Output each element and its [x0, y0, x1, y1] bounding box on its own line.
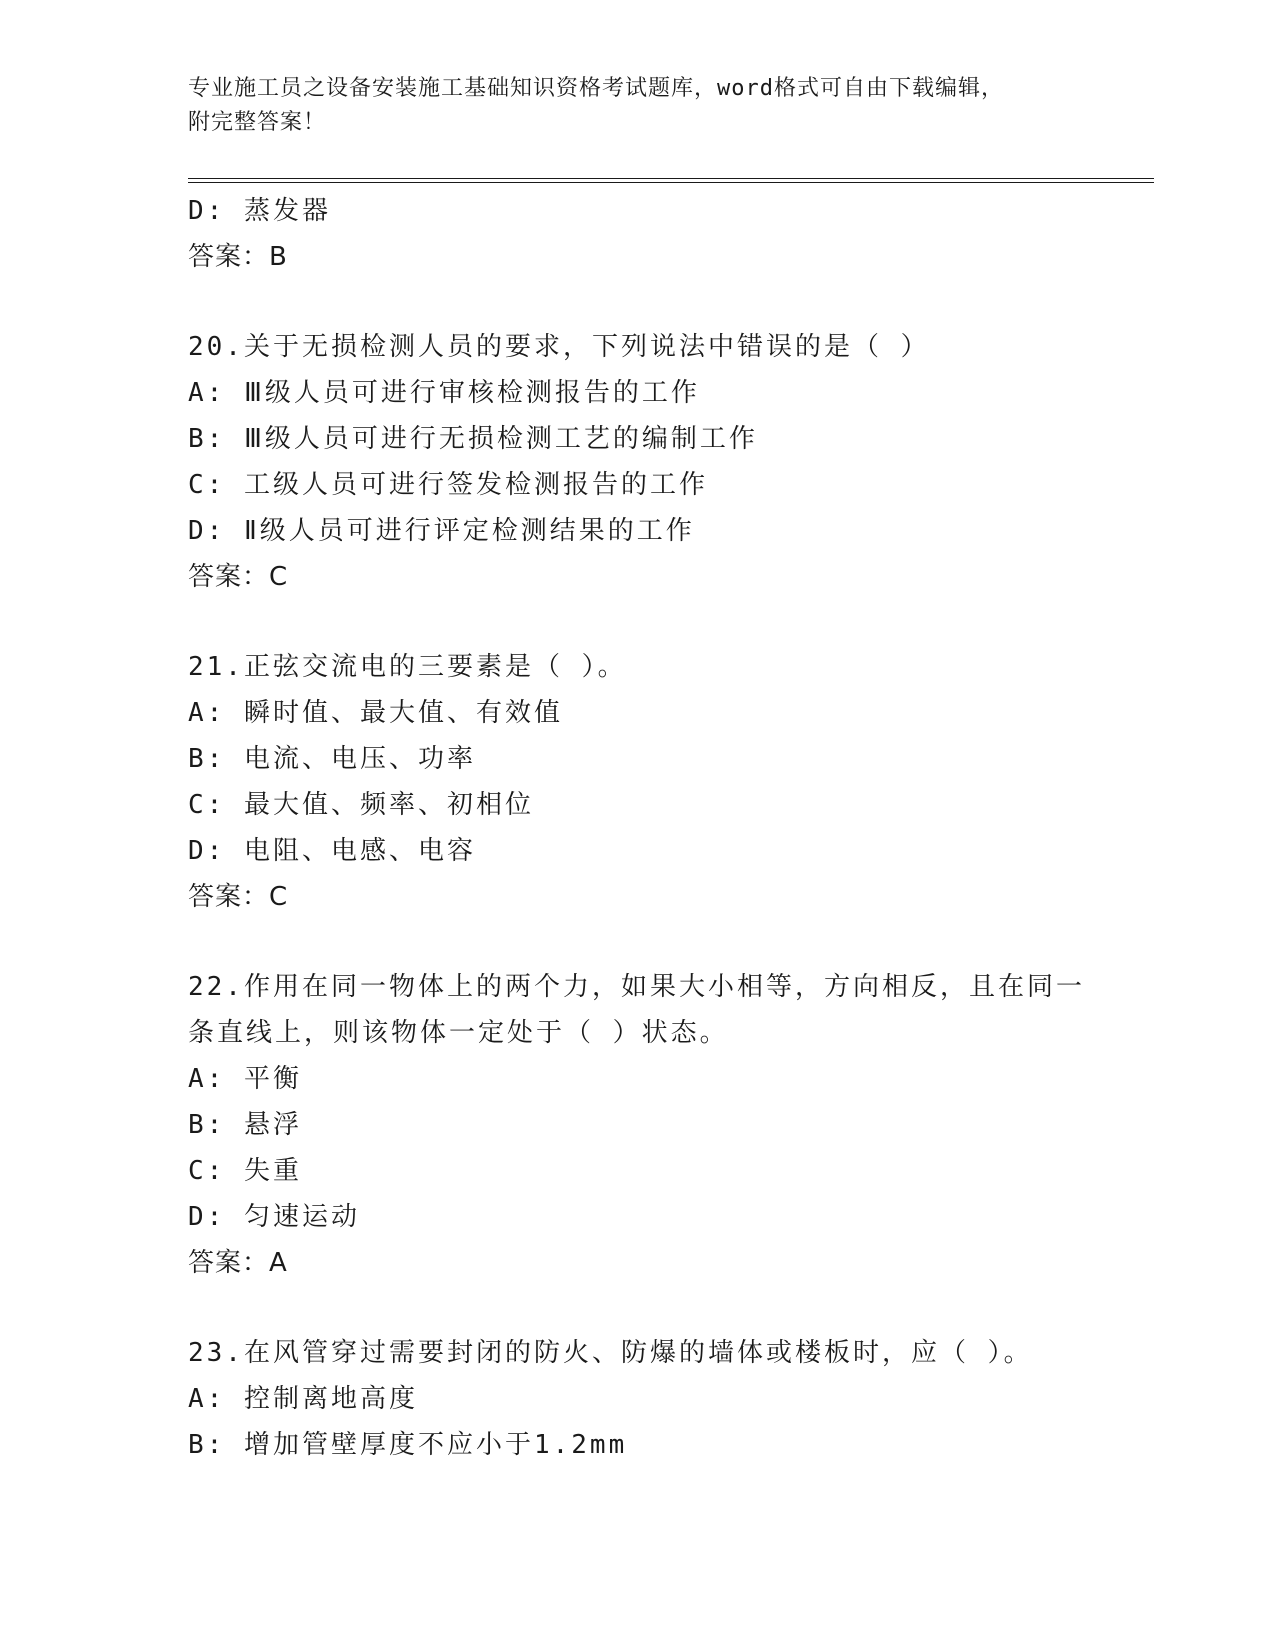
- option-a: A: Ⅲ级人员可进行审核检测报告的工作: [188, 378, 700, 408]
- header-divider-top: [188, 178, 1154, 179]
- option-c: C: 工级人员可进行签发检测报告的工作: [188, 470, 708, 500]
- question-stem: 20.关于无损检测人员的要求，下列说法中错误的是（ ）: [188, 332, 930, 362]
- answer-line: 答案：C: [188, 562, 289, 592]
- question-23: [188, 1330, 1088, 1468]
- option-c: C: 最大值、频率、初相位: [188, 790, 534, 820]
- option-b: B: 增加管壁厚度不应小于1.2mm: [188, 1430, 628, 1460]
- header-divider-bottom: [188, 182, 1154, 183]
- option-a: A: 控制离地高度: [188, 1384, 418, 1414]
- option-d: D: 蒸发器: [188, 196, 331, 226]
- option-d: D: 电阻、电感、电容: [188, 836, 476, 866]
- answer-line: 答案：A: [188, 1248, 288, 1278]
- option-a: A: 瞬时值、最大值、有效值: [188, 698, 563, 728]
- option-c: C: 失重: [188, 1156, 302, 1186]
- option-b: B: Ⅲ级人员可进行无损检测工艺的编制工作: [188, 424, 758, 454]
- question-stem-line-2: 条直线上，则该物体一定处于（ ）状态。: [188, 1018, 729, 1048]
- option-d: D: 匀速运动: [188, 1202, 360, 1232]
- header-line-1: 专业施工员之设备安装施工基础知识资格考试题库，word格式可自由下载编辑，: [188, 76, 1004, 101]
- question-20: [188, 324, 1088, 600]
- question-22: [188, 964, 1088, 1286]
- answer-line: 答案：B: [188, 242, 288, 272]
- document-header: [188, 72, 1068, 140]
- option-b: B: 悬浮: [188, 1110, 302, 1140]
- option-d: D: Ⅱ级人员可进行评定检测结果的工作: [188, 516, 695, 546]
- header-line-2: 附完整答案！: [188, 110, 327, 135]
- option-b: B: 电流、电压、功率: [188, 744, 476, 774]
- question-19-tail: [188, 188, 1088, 280]
- option-a: A: 平衡: [188, 1064, 302, 1094]
- question-list: [188, 188, 1088, 1468]
- question-stem: 23.在风管穿过需要封闭的防火、防爆的墙体或楼板时，应（ ）。: [188, 1338, 1033, 1368]
- answer-line: 答案：C: [188, 882, 289, 912]
- question-stem: 21.正弦交流电的三要素是（ ）。: [188, 652, 627, 682]
- question-stem-line-1: 22.作用在同一物体上的两个力，如果大小相等，方向相反，且在同一: [188, 972, 1085, 1002]
- question-21: [188, 644, 1088, 920]
